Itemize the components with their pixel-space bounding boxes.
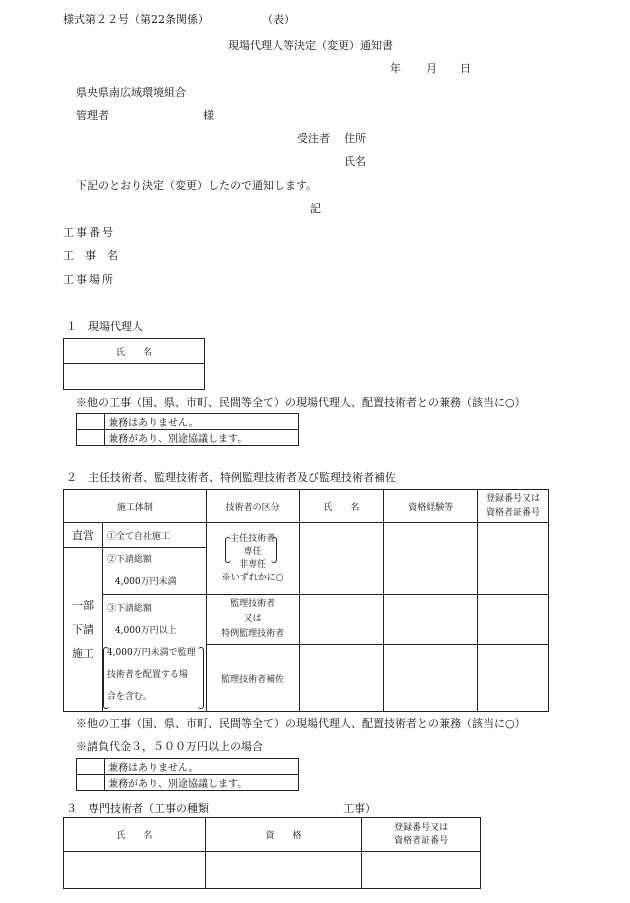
ki-label: 記	[310, 202, 321, 215]
supervisor-experience-cell[interactable]	[384, 595, 478, 645]
specialist-reg-cell[interactable]	[362, 852, 481, 889]
section2-opt2-check[interactable]	[77, 775, 105, 791]
date-year: 年	[390, 62, 401, 75]
contractor-label: 受注者	[297, 132, 330, 145]
section2-opt1-check[interactable]	[77, 759, 105, 775]
work-name-label: 工 事 名	[63, 249, 118, 262]
either-note: ※いずれかに○	[221, 572, 284, 583]
site-agent-name-cell[interactable]	[64, 364, 205, 390]
form-side: （表）	[262, 13, 295, 26]
work-number-label: 工事番号	[63, 226, 115, 239]
section1-opt1-check[interactable]	[77, 414, 105, 430]
assistant-name-cell[interactable]	[299, 645, 384, 712]
section2-title: ２ 主任技術者、監理技術者、特例監理技術者及び監理技術者補佐	[66, 471, 396, 484]
section2-note2: ※請負代金３，５００万円以上の場合	[76, 740, 263, 753]
supervisor-cell: 監理技術者 又は 特例監理技術者	[206, 595, 299, 645]
header-category: 技術者の区分	[206, 490, 299, 523]
recipient-role: 管理者	[76, 109, 109, 122]
assistant-experience-cell[interactable]	[384, 645, 478, 712]
header-system: 施工体制	[64, 490, 207, 523]
recipient-organization: 県央県南広域環境組合	[76, 86, 186, 99]
supervisor-registration-cell[interactable]	[478, 595, 549, 645]
section1-opt1-label: 兼務はありません。	[105, 414, 299, 430]
section1-title: １ 現場代理人	[66, 320, 143, 333]
specialist-name-header: 氏 名	[64, 818, 206, 852]
section2-opt2-label: 兼務があり、別途協議します。	[105, 775, 299, 791]
row1-description: ①全て自社施工	[102, 523, 206, 548]
site-agent-table	[63, 338, 205, 390]
section1-note: ※他の工事（国、県、市町、民間等全て）の現場代理人、配置技術者との兼務（該当に○）	[76, 396, 526, 409]
header-registration: 登録番号又は 資格者証番号	[478, 490, 549, 523]
specialist-table	[63, 817, 481, 889]
dedicated-option[interactable]: 専任	[243, 546, 262, 557]
section3-title-end: 工事）	[343, 802, 376, 815]
chief-experience-cell[interactable]	[384, 523, 478, 595]
section2-opt1-label: 兼務はありません。	[105, 759, 299, 775]
supervisor-name-cell[interactable]	[299, 595, 384, 645]
specialist-reg-header: 登録番号又は 資格者証番号	[362, 818, 481, 852]
site-agent-name-header: 氏 名	[64, 339, 205, 364]
header-experience: 資格経験等	[384, 490, 478, 523]
chief-registration-cell[interactable]	[478, 523, 549, 595]
specialist-name-cell[interactable]	[64, 852, 206, 889]
chief-engineer-cell	[206, 523, 299, 595]
form-number: 様式第２２号（第22条関係）	[63, 13, 209, 26]
engineer-table	[63, 489, 549, 712]
specialist-qual-header: 資 格	[205, 818, 362, 852]
chief-name-cell[interactable]	[299, 523, 384, 595]
section2-options	[76, 758, 299, 791]
address-label: 住所	[344, 132, 366, 145]
notice-text: 下記のとおり決定（変更）したので通知します。	[76, 179, 318, 192]
name-label: 氏名	[344, 155, 366, 168]
direct-label: 直営	[64, 523, 103, 548]
chief-label: 主任技術者	[230, 533, 276, 544]
assistant-registration-cell[interactable]	[478, 645, 549, 712]
section1-opt2-label: 兼務があり、別途協議します。	[105, 430, 299, 446]
date-month: 月	[426, 62, 437, 75]
header-name: 氏 名	[299, 490, 384, 523]
recipient-honorific: 様	[203, 109, 214, 122]
non-dedicated-option[interactable]: 非専任	[239, 559, 267, 570]
section3-title: ３ 専門技術者（工事の種類	[66, 802, 209, 815]
row3-description: ③下請総額 4,000万円以上 4,000万円未満で監理 技術者を配置する場 合を含む。	[102, 595, 206, 712]
section1-opt2-check[interactable]	[77, 430, 105, 446]
assistant-label: 監理技術者補佐	[206, 645, 299, 712]
row2-description: ②下請総額 4,000万円未満	[102, 548, 206, 595]
section1-options	[76, 413, 299, 446]
specialist-qual-cell[interactable]	[205, 852, 362, 889]
document-title: 現場代理人等決定（変更）通知書	[228, 39, 393, 52]
partial-subcontract-label: 一部 下請 施工	[64, 548, 103, 712]
date-day: 日	[460, 62, 471, 75]
work-place-label: 工事場所	[63, 273, 115, 286]
section2-note: ※他の工事（国、県、市町、民間等全て）の現場代理人、配置技術者との兼務（該当に○）	[76, 717, 526, 730]
